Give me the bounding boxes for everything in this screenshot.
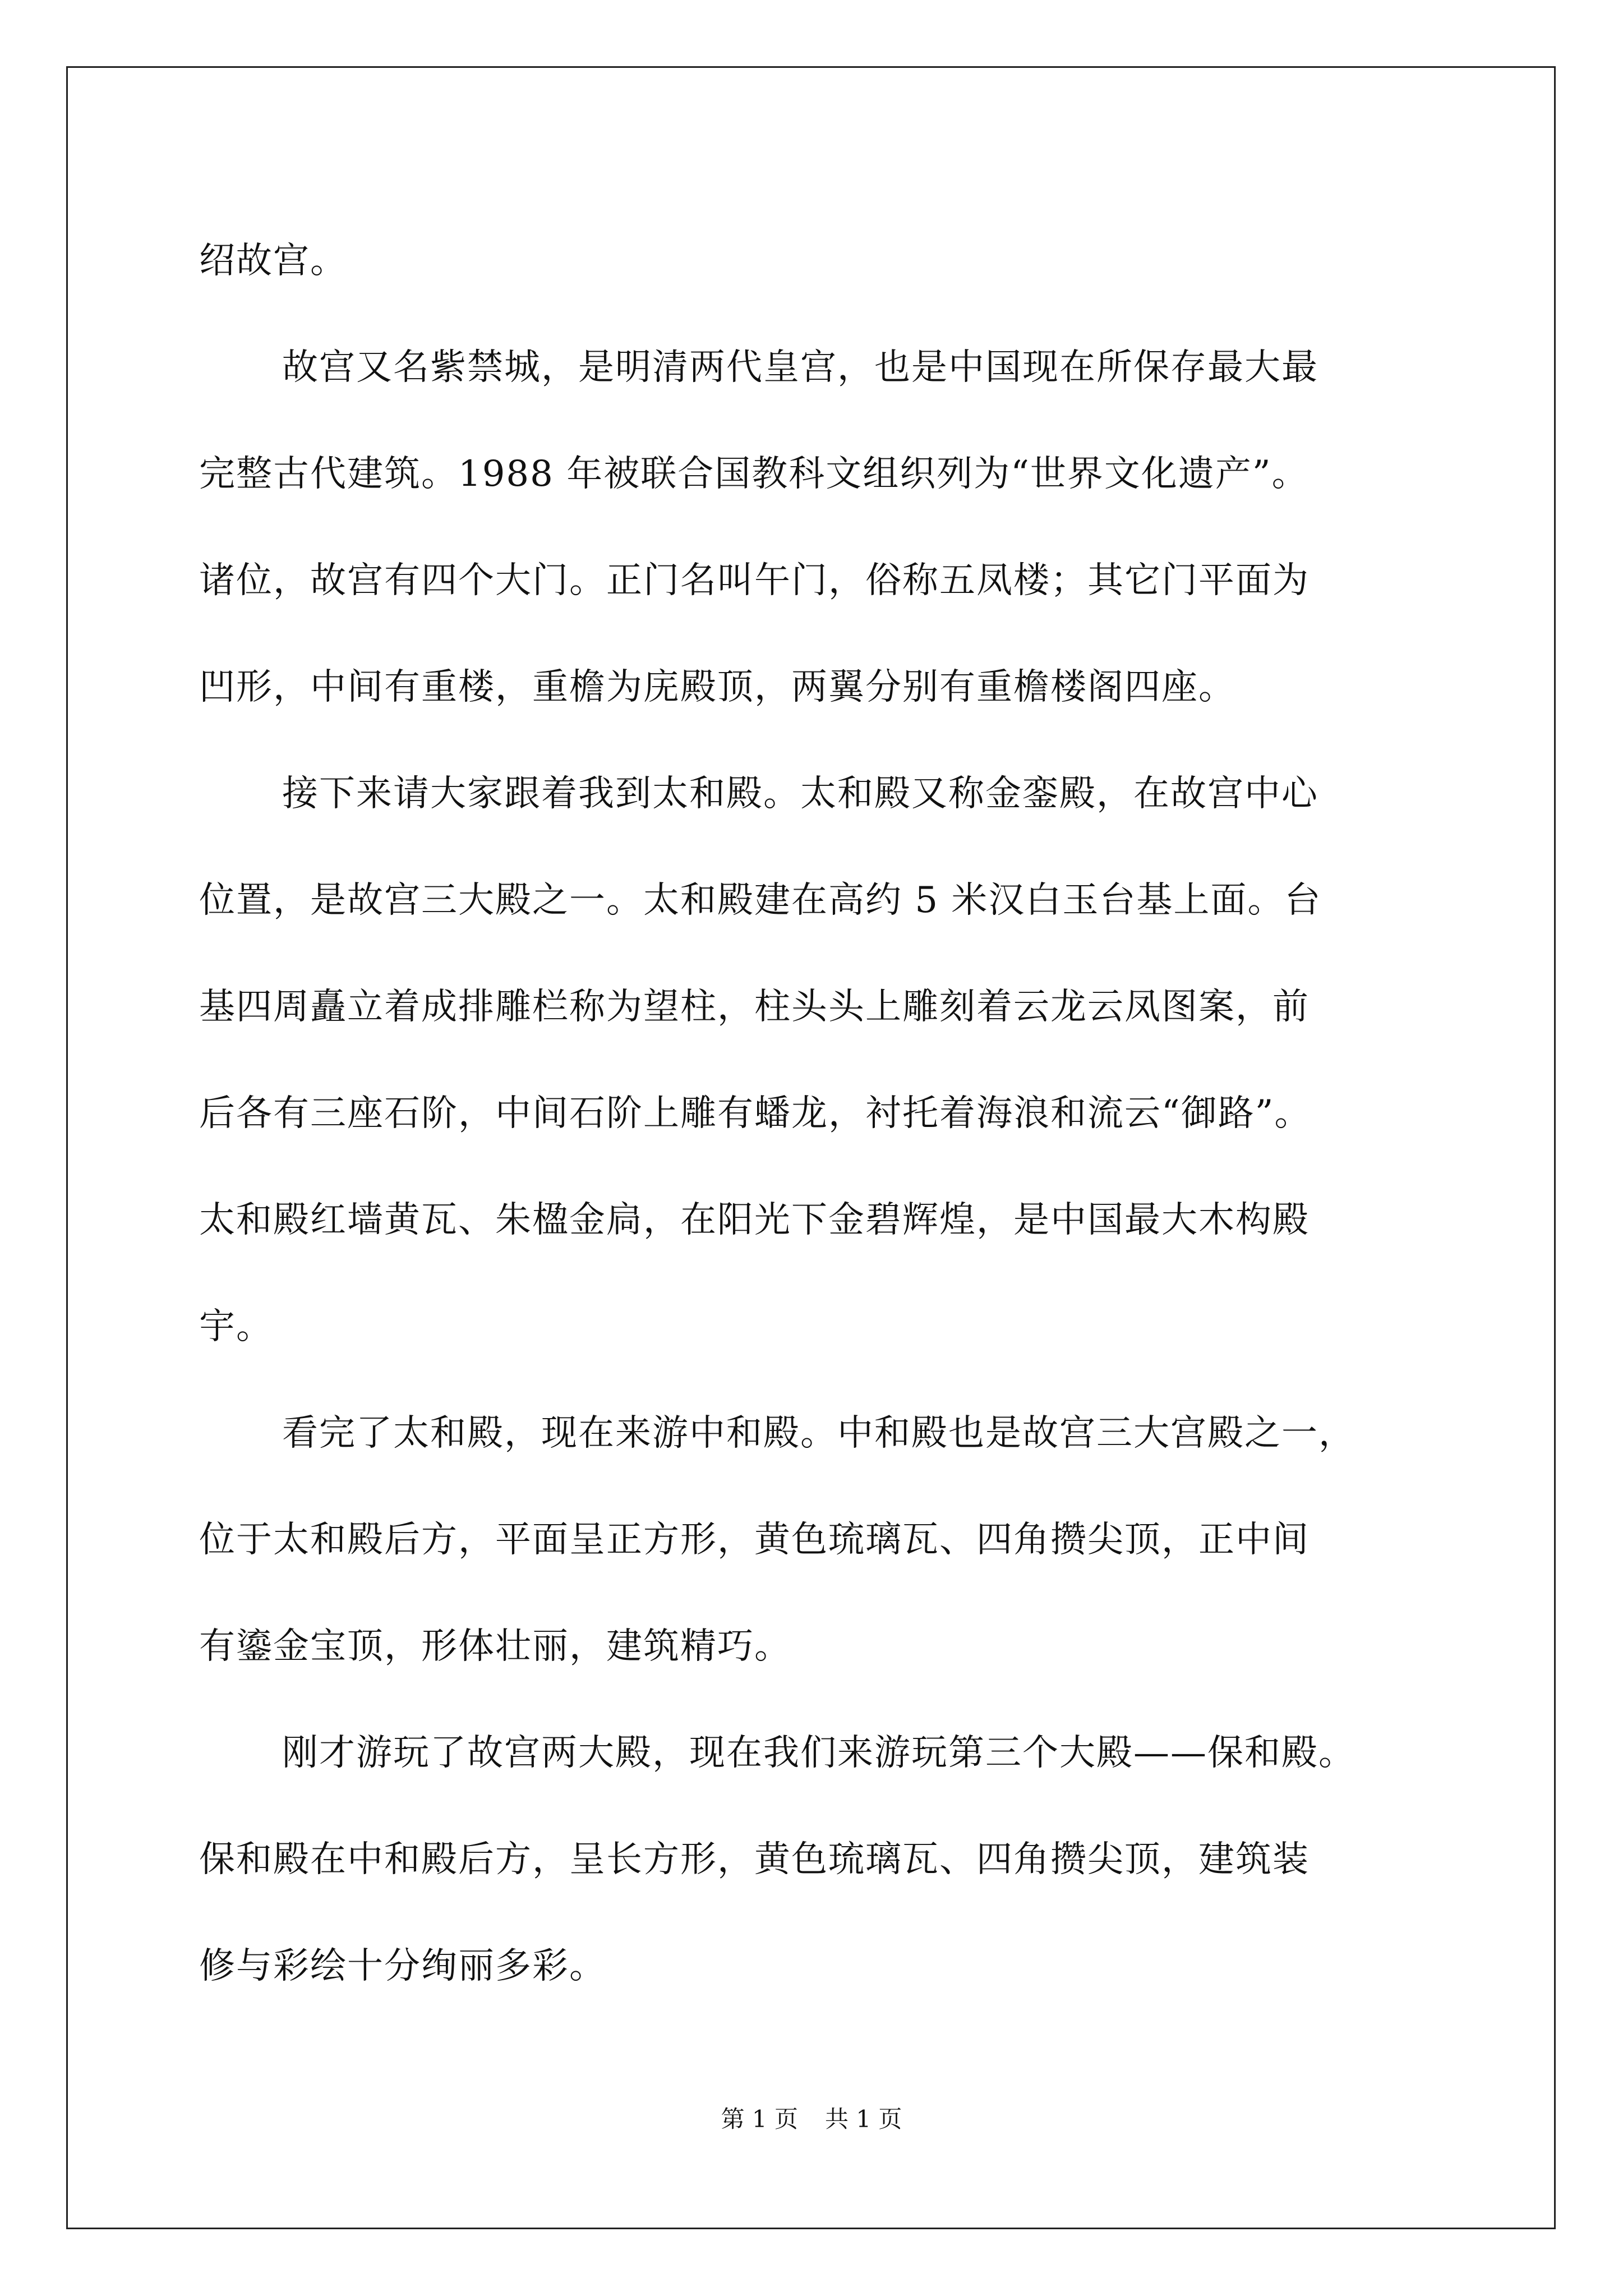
text-line: 修与彩绘十分绚丽多彩。 [199, 1945, 606, 1987]
text-line: 诸位，故宫有四个大门。正门名叫午门，俗称五凤楼；其它门平面为 [199, 560, 1310, 601]
text-line: 有鎏金宝顶，形体壮丽，建筑精巧。 [199, 1626, 791, 1667]
text-line: 完整古代建筑。1988 年被联合国教科文组织列为“世界文化遗产”。 [199, 453, 1309, 495]
text-line: 宇。 [199, 1306, 273, 1347]
text-line: 位于太和殿后方，平面呈正方形，黄色琉璃瓦、四角攒尖顶，正中间 [199, 1519, 1310, 1561]
page-footer [0, 2102, 1623, 2136]
text-line: 绍故宫。 [199, 240, 347, 282]
text-line: 保和殿在中和殿后方，呈长方形，黄色琉璃瓦、四角攒尖顶，建筑装 [199, 1839, 1310, 1880]
text-line: 故宫又名紫禁城，是明清两代皇宫，也是中国现在所保存最大最 [282, 347, 1318, 388]
text-line: 凹形，中间有重楼，重檐为庑殿顶，两翼分别有重檐楼阁四座。 [199, 666, 1235, 708]
text-line: 位置，是故宫三大殿之一。太和殿建在高约 5 米汉白玉台基上面。台 [199, 880, 1322, 921]
page-total: 共 1 页 [825, 2105, 902, 2133]
document-body [199, 208, 1433, 2019]
text-line: 后各有三座石阶，中间石阶上雕有蟠龙，衬托着海浪和流云“御路”。 [199, 1093, 1312, 1134]
text-line: 基四周矗立着成排雕栏称为望柱，柱头头上雕刻着云龙云凤图案，前 [199, 986, 1310, 1028]
page-number: 第 1 页 [721, 2105, 798, 2133]
text-line: 接下来请大家跟着我到太和殿。太和殿又称金銮殿，在故宫中心 [282, 773, 1318, 815]
text-line: 看完了太和殿，现在来游中和殿。中和殿也是故宫三大宫殿之一， [282, 1412, 1355, 1454]
text-line: 刚才游玩了故宫两大殿，现在我们来游玩第三个大殿——保和殿。 [282, 1732, 1355, 1774]
text-line: 太和殿红墙黄瓦、朱楹金扃，在阳光下金碧辉煌，是中国最大木构殿 [199, 1199, 1310, 1241]
